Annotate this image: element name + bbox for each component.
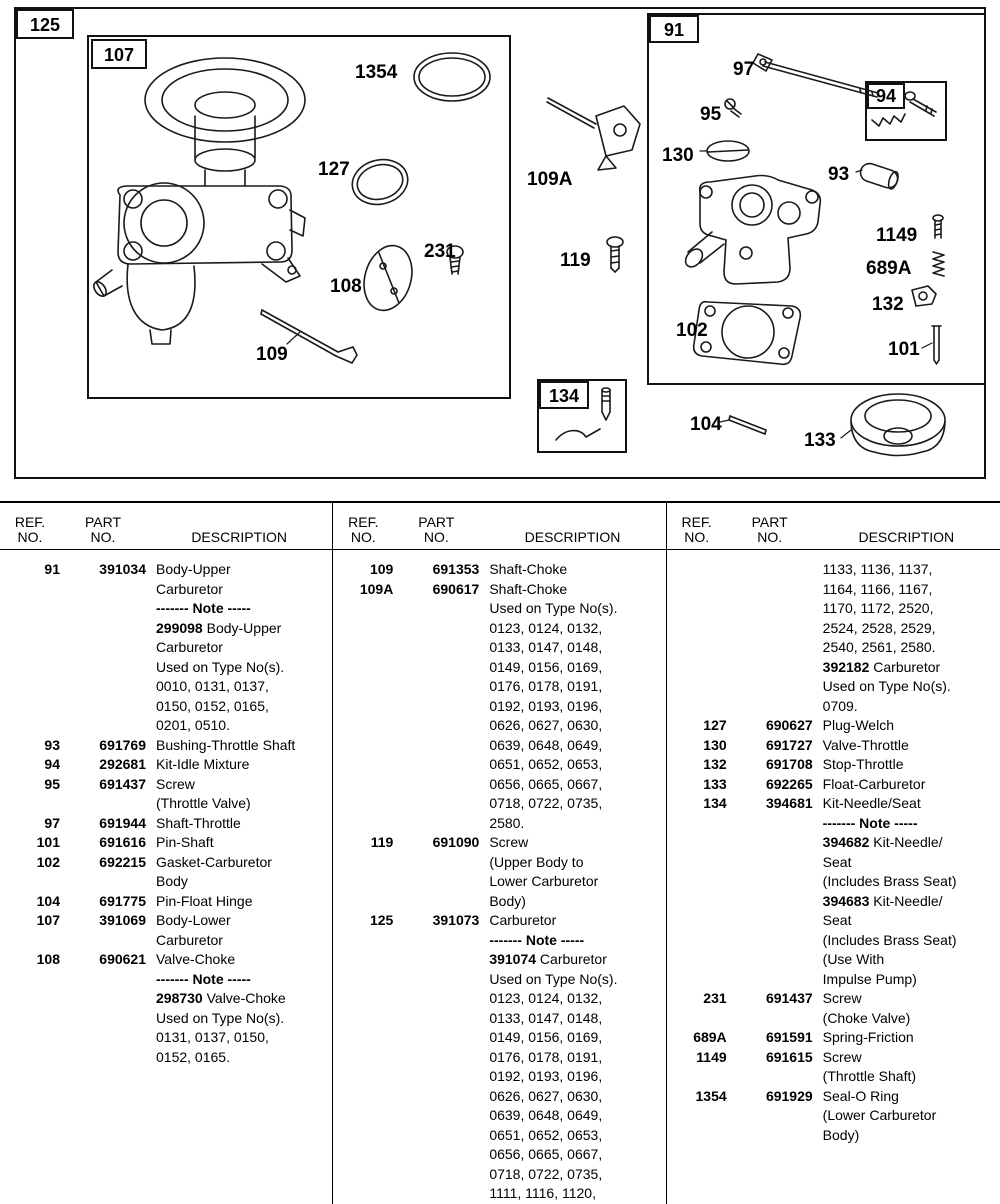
description-line: 394683 Kit-Needle/ <box>822 892 943 909</box>
description-line: Screw <box>822 990 862 1006</box>
description <box>479 833 665 911</box>
parts-entry <box>0 736 332 756</box>
parts-entry <box>0 950 332 1067</box>
description-header <box>146 530 332 545</box>
parts-table <box>0 501 1000 1204</box>
part-no: 690627 <box>765 717 813 733</box>
description-line: (Throttle Shaft) <box>822 1068 917 1084</box>
part-no-header <box>727 515 813 545</box>
ref-header-line2: NO. <box>684 529 710 545</box>
friction-spring-drawing <box>933 252 944 276</box>
part-no: 292681 <box>99 756 146 772</box>
ref-no: 130 <box>703 736 727 753</box>
description-line: 1133, 1136, 1137, <box>822 561 933 577</box>
parts-entry <box>667 755 1000 775</box>
part-no: 692265 <box>765 775 813 792</box>
description-header-label: DESCRIPTION <box>191 529 287 545</box>
ref-no: 1354 <box>695 1087 727 1104</box>
part-header-line2: NO. <box>757 529 783 545</box>
description <box>146 560 332 736</box>
callout-127: 127 <box>318 159 350 180</box>
box-label-107: 107 <box>103 45 135 65</box>
body-screw-drawing <box>607 237 623 272</box>
choke-valve-plate-drawing <box>357 240 419 316</box>
description-line: 0626, 0627, 0630, <box>489 717 603 733</box>
description-line: Body <box>156 873 188 889</box>
description-line: Pin-Float Hinge <box>156 892 253 909</box>
part-no: 691616 <box>99 834 146 850</box>
description <box>146 775 332 814</box>
description <box>146 892 332 912</box>
part-header-line1: PART <box>84 514 122 530</box>
description-line: 0651, 0652, 0653, <box>489 756 603 772</box>
ref-no: 134 <box>703 795 727 811</box>
part-no: 691591 <box>765 1029 813 1045</box>
part-no: 691708 <box>765 756 813 772</box>
callout-1354: 1354 <box>355 62 398 83</box>
ref-no: 1149 <box>696 1048 727 1065</box>
parts-entry <box>667 989 1000 1028</box>
ref-no: 132 <box>703 756 727 772</box>
table-header <box>0 503 332 550</box>
callout-101: 101 <box>888 339 920 360</box>
ref-header-line1: REF. <box>14 514 46 530</box>
ref-no: 107 <box>36 912 60 928</box>
description-line: Shaft-Choke <box>489 561 568 577</box>
throttle-stop-drawing <box>912 286 936 306</box>
ref-no: 119 <box>370 834 394 850</box>
part-no: 691727 <box>765 736 813 753</box>
throttle-valve-screw-drawing <box>725 99 741 117</box>
parts-entry <box>667 794 1000 989</box>
part-no <box>727 560 813 716</box>
parts-entry <box>0 853 332 892</box>
description-line: (Includes Brass Seat) <box>822 931 957 948</box>
ref-no: 94 <box>44 756 60 772</box>
description-line: 394682 Kit-Needle/ <box>822 834 943 850</box>
description-line: 0626, 0627, 0630, <box>489 1087 603 1104</box>
description <box>479 580 665 834</box>
description-line: 0656, 0665, 0667, <box>489 1146 603 1162</box>
description-line: Body) <box>489 892 526 909</box>
description <box>146 755 332 775</box>
callout-132: 132 <box>872 294 904 315</box>
parts-entry <box>0 892 332 912</box>
description-line: Used on Type No(s). <box>156 658 285 675</box>
description-line: Screw <box>489 834 529 850</box>
part-no: 690617 <box>432 580 480 597</box>
parts-entry <box>0 775 332 814</box>
description <box>146 950 332 1067</box>
carburetor-float-drawing <box>851 394 945 456</box>
parts-entry <box>0 755 332 775</box>
description-line: 2580. <box>489 814 525 831</box>
description-line: 0639, 0648, 0649, <box>489 736 603 753</box>
description-line: Impulse Pump) <box>822 970 917 987</box>
ref-no: 102 <box>36 853 60 870</box>
description <box>813 755 1000 775</box>
box-label-94: 94 <box>875 86 897 106</box>
description-line: 2540, 2561, 2580. <box>822 639 936 655</box>
ref-no: 125 <box>369 912 394 928</box>
description <box>813 716 1000 736</box>
description-line: Screw <box>822 1048 862 1065</box>
throttle-valve-plate-drawing <box>707 141 749 161</box>
description-header-label: DESCRIPTION <box>524 529 621 545</box>
ref-header-line2: NO. <box>350 529 376 545</box>
bushing-drawing <box>858 161 900 190</box>
ref-no: 104 <box>36 892 60 909</box>
description-line: Seat <box>822 853 852 870</box>
parts-entry <box>667 1028 1000 1048</box>
description-line: Kit-Idle Mixture <box>156 756 250 772</box>
ref-no: 127 <box>703 717 727 733</box>
callout-108: 108 <box>330 276 362 297</box>
description-line: ------- Note ----- <box>822 814 918 831</box>
description-line: Screw <box>156 775 195 792</box>
choke-shaft-109a-drawing <box>547 98 640 170</box>
part-no: 391073 <box>432 912 480 928</box>
description <box>813 1048 1000 1087</box>
part-no: 691090 <box>432 834 480 850</box>
parts-entry <box>333 560 665 580</box>
description-line: 0639, 0648, 0649, <box>489 1107 603 1123</box>
parts-entry <box>667 775 1000 795</box>
description-line: ------- Note ----- <box>156 970 251 987</box>
description-line: Spring-Friction <box>822 1029 914 1045</box>
ref-no: 133 <box>703 775 727 792</box>
description-line: Kit-Needle/Seat <box>822 795 921 811</box>
ref-no: 109 <box>369 561 394 577</box>
part-no: 394681 <box>765 795 813 811</box>
description-line: Stop-Throttle <box>822 756 904 772</box>
parts-entry <box>667 1087 1000 1146</box>
description-line: Carburetor <box>156 580 223 597</box>
part-no: 692215 <box>99 853 146 870</box>
description-line: (Upper Body to <box>489 853 584 870</box>
parts-entry <box>667 716 1000 736</box>
part-no: 691353 <box>432 561 480 577</box>
description-line: 0176, 0178, 0191, <box>489 678 603 694</box>
ref-no: 95 <box>44 775 60 792</box>
description-line: 0192, 0193, 0196, <box>489 697 603 714</box>
description-line: Seal-O Ring <box>822 1087 899 1104</box>
description <box>813 560 1000 716</box>
description-line: 0656, 0665, 0667, <box>489 775 603 792</box>
callout-109: 109 <box>256 344 288 365</box>
description-line: Gasket-Carburetor <box>156 853 272 870</box>
description <box>146 853 332 892</box>
description <box>479 911 665 1204</box>
lower-carburetor-body-drawing <box>91 58 305 344</box>
callout-689a: 689A <box>866 258 912 279</box>
parts-column-1 <box>0 503 333 1204</box>
description-line: 0123, 0124, 0132, <box>489 619 603 636</box>
description-line: 299098 Body-Upper <box>156 619 282 636</box>
ref-no: 109A <box>359 580 394 597</box>
ref-no: 108 <box>36 951 60 967</box>
description-line: Used on Type No(s). <box>822 678 951 694</box>
parts-entry <box>667 560 1000 716</box>
description-header <box>479 530 665 545</box>
description-line: Used on Type No(s). <box>489 600 618 616</box>
description-line: 0133, 0147, 0148, <box>489 1009 603 1026</box>
callout-133: 133 <box>804 430 836 451</box>
part-no: 690621 <box>99 951 146 967</box>
part-no: 691769 <box>99 736 146 753</box>
parts-entry <box>333 911 665 1204</box>
float-hinge-pin-drawing <box>729 416 766 434</box>
description <box>813 775 1000 795</box>
ref-no: 91 <box>44 561 60 577</box>
parts-entry <box>667 1048 1000 1087</box>
callout-97: 97 <box>733 59 755 80</box>
description-line: Body-Lower <box>156 912 231 928</box>
description-line: 1164, 1166, 1167, <box>822 580 933 597</box>
ref-header-line2: NO. <box>17 529 43 545</box>
description-line: ------- Note ----- <box>156 600 251 616</box>
description-line: 1111, 1116, 1120, <box>489 1185 596 1201</box>
box-label-125: 125 <box>29 15 61 35</box>
ref-no-header <box>0 515 60 545</box>
description-line: 0131, 0137, 0150, <box>156 1029 269 1045</box>
description <box>146 814 332 834</box>
description-line: 0709. <box>822 697 858 714</box>
ref-header-line1: REF. <box>681 514 712 530</box>
box-label-134: 134 <box>548 386 580 406</box>
description-line: Carburetor <box>489 912 557 928</box>
part-no: 691929 <box>765 1087 813 1104</box>
table-header <box>667 503 1000 550</box>
description-line: Pin-Shaft <box>156 834 214 850</box>
part-no: 391069 <box>99 912 146 928</box>
ref-no: 231 <box>703 990 727 1006</box>
box-label-91: 91 <box>663 20 685 40</box>
part-no: 391034 <box>99 561 146 577</box>
description <box>146 736 332 756</box>
table-header <box>333 503 665 550</box>
description <box>813 989 1000 1028</box>
description-line: Used on Type No(s). <box>489 970 618 987</box>
parts-entry <box>0 560 332 736</box>
description-line: (Throttle Valve) <box>156 795 251 811</box>
ref-no: 93 <box>44 736 60 753</box>
part-no-header <box>393 515 479 545</box>
entries-list <box>0 550 332 1067</box>
description-line: (Use With <box>822 951 885 967</box>
body-gasket-drawing <box>694 302 801 365</box>
description-line: 0123, 0124, 0132, <box>489 990 603 1006</box>
assembly-box-125 <box>15 8 985 478</box>
description-line: Carburetor <box>156 639 223 655</box>
description <box>813 736 1000 756</box>
description <box>146 911 332 950</box>
callout-102: 102 <box>676 320 708 341</box>
description-line: 0651, 0652, 0653, <box>489 1126 603 1143</box>
description-line: 0718, 0722, 0735, <box>489 795 603 811</box>
parts-column-3 <box>667 503 1000 1204</box>
parts-entry <box>333 580 665 834</box>
callout-95: 95 <box>700 104 722 125</box>
description-header-label: DESCRIPTION <box>858 529 955 545</box>
description-line: Carburetor <box>156 931 223 948</box>
ref-no: 689A <box>693 1029 727 1045</box>
description-line: 0149, 0156, 0169, <box>489 658 603 675</box>
parts-entry <box>0 833 332 853</box>
description-line: 0010, 0131, 0137, <box>156 678 269 694</box>
description-line: Lower Carburetor <box>489 873 599 889</box>
part-no: 691437 <box>99 775 146 792</box>
entries-list <box>333 550 665 1204</box>
ref-no-header <box>667 515 727 545</box>
shaft-pin-drawing <box>932 326 941 364</box>
description-line: Body-Upper <box>156 561 231 577</box>
parts-column-2 <box>333 503 666 1204</box>
part-no: 691775 <box>99 892 146 909</box>
description-line: Float-Carburetor <box>822 775 926 792</box>
part-no: 691615 <box>765 1048 813 1065</box>
part-no-header <box>60 515 146 545</box>
callout-104: 104 <box>690 414 722 435</box>
description-line: 0718, 0722, 0735, <box>489 1165 603 1182</box>
description-line: Bushing-Throttle Shaft <box>156 736 296 753</box>
parts-entry <box>333 833 665 911</box>
description-line: 0152, 0165. <box>156 1048 230 1065</box>
callout-119: 119 <box>560 250 591 271</box>
description-line: Shaft-Choke <box>489 580 568 597</box>
o-ring-seal-drawing <box>414 53 490 101</box>
description-line: 391074 Carburetor <box>489 951 607 967</box>
entries-list <box>667 550 1000 1145</box>
parts-entry <box>667 736 1000 756</box>
ref-header-line1: REF. <box>348 514 379 530</box>
description-line: 0150, 0152, 0165, <box>156 697 269 714</box>
ref-no <box>667 560 727 716</box>
description-line: 0192, 0193, 0196, <box>489 1068 603 1084</box>
description <box>479 560 665 580</box>
callout-1149: 1149 <box>876 225 918 246</box>
welch-plug-drawing <box>348 154 413 210</box>
description-line: ------- Note ----- <box>489 931 585 948</box>
description-line: 2524, 2528, 2529, <box>822 619 936 636</box>
part-header-line1: PART <box>751 514 788 530</box>
description-line: 0149, 0156, 0169, <box>489 1029 603 1045</box>
description <box>146 833 332 853</box>
description-line: (Choke Valve) <box>822 1009 911 1026</box>
description-line: Seat <box>822 912 852 928</box>
ref-no-header <box>333 515 393 545</box>
description-line: 0176, 0178, 0191, <box>489 1048 603 1065</box>
description <box>813 1087 1000 1146</box>
parts-entry <box>0 814 332 834</box>
description-line: 0133, 0147, 0148, <box>489 639 603 655</box>
throttle-shaft-drawing <box>753 54 878 97</box>
part-no: 691437 <box>765 990 813 1006</box>
description-line: Shaft-Throttle <box>156 814 241 831</box>
description-line: 1170, 1172, 2520, <box>822 600 934 616</box>
ref-no: 101 <box>36 834 60 850</box>
description-line: (Includes Brass Seat) <box>822 873 957 889</box>
description-line: 392182 Carburetor <box>822 658 941 675</box>
exploded-diagram <box>0 0 1000 490</box>
description-line: Valve-Choke <box>156 951 236 967</box>
part-header-line2: NO. <box>423 529 449 545</box>
callout-231: 231 <box>424 241 456 262</box>
upper-carburetor-body-drawing <box>682 176 820 285</box>
description-line: Plug-Welch <box>822 717 894 733</box>
part-header-line1: PART <box>418 514 455 530</box>
description <box>813 1028 1000 1048</box>
description-line: (Lower Carburetor <box>822 1107 937 1123</box>
callout-109a: 109A <box>527 169 573 190</box>
part-header-line2: NO. <box>90 529 116 545</box>
ref-no: 97 <box>44 814 60 831</box>
callout-130: 130 <box>662 145 694 166</box>
description-line: Body) <box>822 1126 860 1143</box>
description-line: Used on Type No(s). <box>156 1009 285 1026</box>
parts-entry <box>0 911 332 950</box>
description <box>813 794 1000 989</box>
part-no: 691944 <box>99 814 146 831</box>
description-line: 0201, 0510. <box>156 717 230 733</box>
description-line: 298730 Valve-Choke <box>156 990 286 1006</box>
description-line: Valve-Throttle <box>822 736 909 753</box>
description-header <box>813 530 1000 545</box>
throttle-shaft-screw-drawing <box>933 215 943 238</box>
callout-93: 93 <box>828 164 850 185</box>
